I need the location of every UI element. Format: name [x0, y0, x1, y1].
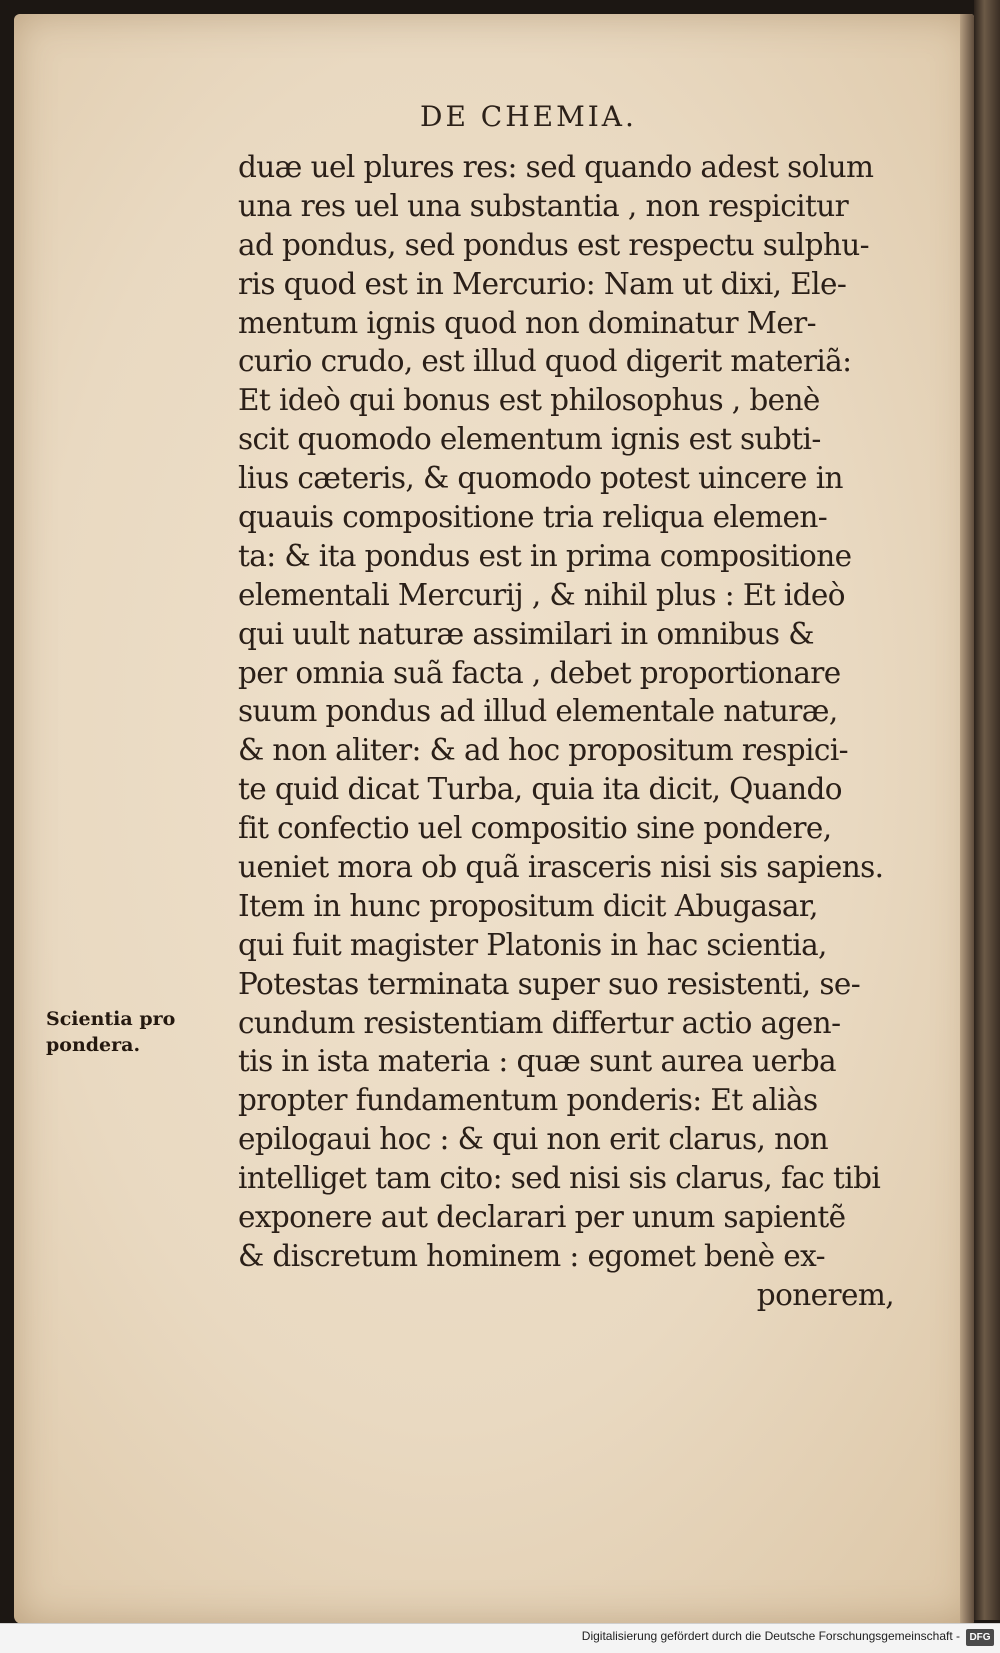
- funding-credit: Digitalisierung gefördert durch die Deutsche Forschungsgemeinschaft -: [581, 1629, 960, 1643]
- text-line: qui fuit magister Platonis in hac scientia,: [238, 927, 827, 962]
- text-line: epilogaui hoc : & qui non erit clarus, non: [238, 1122, 829, 1157]
- body-text: [238, 148, 918, 1315]
- text-line: qui uult naturæ assimilari in omnibus &: [238, 616, 814, 651]
- text-line: te quid dicat Turba, quia ita dicit, Quando: [238, 772, 842, 807]
- marginal-note: [46, 1006, 216, 1058]
- text-line: Potestas terminata super suo resistenti, se-: [238, 966, 861, 1001]
- text-line: exponere aut declarari per unum sapientẽ: [238, 1200, 846, 1235]
- adjacent-page-edge: [974, 0, 1000, 1620]
- text-line: ad pondus, sed pondus est respectu sulphu-: [238, 227, 870, 262]
- text-line: suum pondus ad illud elementale naturæ,: [238, 694, 838, 729]
- text-line: intelliget tam cito: sed nisi sis clarus, fac tibi: [238, 1161, 881, 1196]
- marginal-note-line: pondera.: [46, 1034, 141, 1056]
- text-line: scit quomodo elementum ignis est subti-: [238, 422, 821, 457]
- dfg-logo: DFG: [966, 1629, 994, 1646]
- text-line: cundum resistentiam differtur actio agen-: [238, 1005, 841, 1040]
- text-line: quauis compositione tria reliqua elemen-: [238, 500, 828, 535]
- text-line: elementali Mercurij , & nihil plus : Et ideò: [238, 577, 845, 612]
- text-line: Item in hunc propositum dicit Abugasar,: [238, 888, 818, 923]
- text-line: ta: & ita pondus est in prima compositione: [238, 538, 852, 573]
- text-line: duæ uel plures res: sed quando adest solum: [238, 150, 874, 184]
- running-head: DE CHEMIA.: [420, 100, 637, 133]
- funding-footer: [0, 1623, 1000, 1653]
- text-line: propter fundamentum ponderis: Et aliàs: [238, 1083, 818, 1118]
- text-line: ris quod est in Mercurio: Nam ut dixi, Ele-: [238, 266, 847, 301]
- text-line: per omnia suã facta , debet proportionare: [238, 655, 841, 690]
- catchword: ponerem,: [756, 1277, 894, 1312]
- text-line: lius cæteris, & quomodo potest uincere in: [238, 461, 843, 496]
- text-line: tis in ista materia : quæ sunt aurea uerba: [238, 1044, 837, 1079]
- text-line: una res uel una substantia , non respicitur: [238, 188, 849, 223]
- marginal-note-line: Scientia pro: [46, 1008, 176, 1030]
- text-line: curio crudo, est illud quod digerit materiã:: [238, 344, 852, 379]
- text-line: mentum ignis quod non dominatur Mer-: [238, 305, 817, 340]
- binding-edge: [960, 14, 974, 1624]
- text-line: & non aliter: & ad hoc propositum respici-: [238, 733, 849, 768]
- text-line: fit confectio uel compositio sine pondere,: [238, 811, 832, 846]
- text-line: & discretum hominem : egomet benè ex-: [238, 1238, 825, 1273]
- text-line: ueniet mora ob quã irasceris nisi sis sapiens.: [238, 850, 884, 885]
- text-line: Et ideò qui bonus est philosophus , benè: [238, 383, 820, 418]
